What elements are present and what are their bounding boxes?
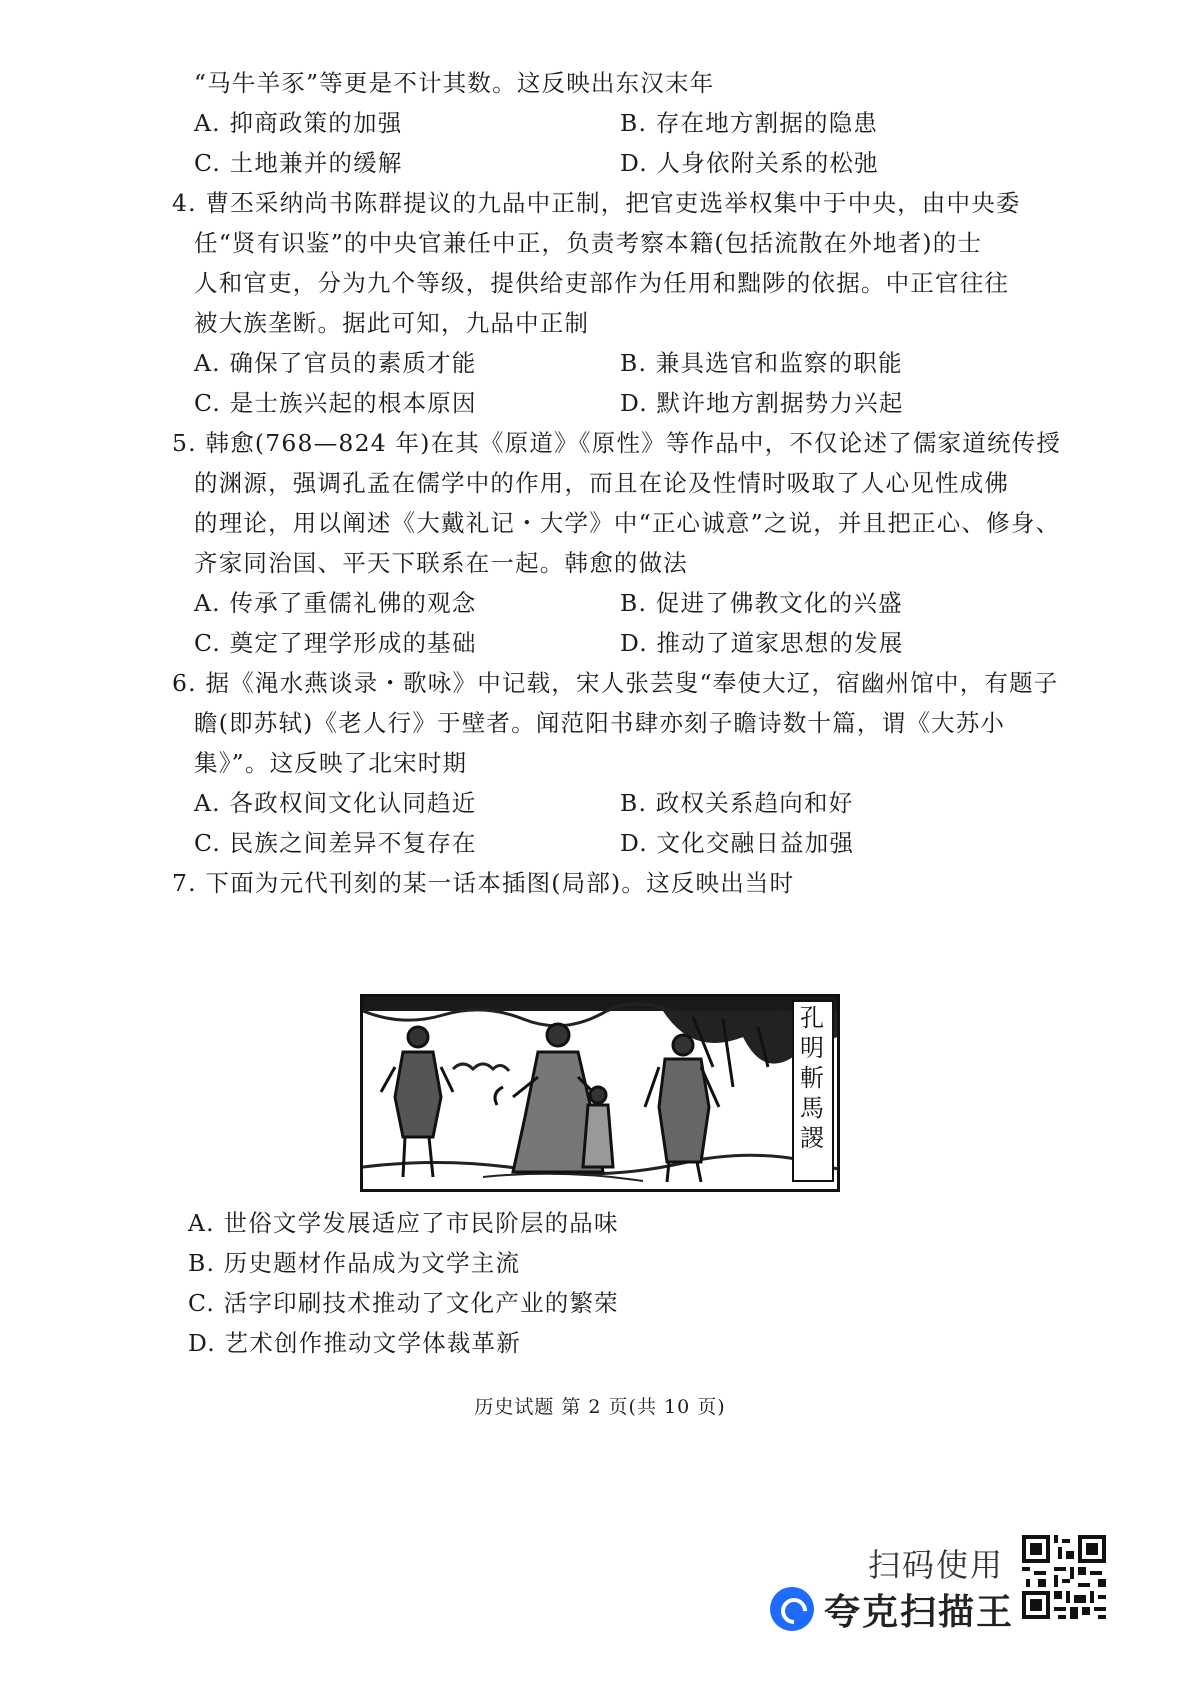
q4-stem-line-2: 任“贤有识鉴”的中央官兼任中正，负责考察本籍(包括流散在外地者)的士 xyxy=(194,229,983,257)
q6-stem-line-1: 6. 据《渑水燕谈录・歌咏》中记载，宋人张芸叟“奉使大辽，宿幽州馆中，有题子 xyxy=(172,669,1059,697)
q4-stem-line-4: 被大族垄断。据此可知，九品中正制 xyxy=(194,309,590,337)
q5-stem-line-3: 的理论，用以阐述《大戴礼记・大学》中“正心诚意”之说，并且把正心、修身、 xyxy=(194,509,1061,537)
qr-code-icon[interactable] xyxy=(1018,1531,1110,1623)
illustration-art xyxy=(363,997,837,1189)
q5-option-a: A. 传承了重儒礼佛的观念 xyxy=(194,589,477,617)
q4-option-b: B. 兼具选官和监察的职能 xyxy=(620,349,903,377)
q5-stem-line-1: 5. 韩愈(768—824 年)在其《原道》《原性》等作品中，不仅论述了儒家道统传授 xyxy=(172,429,1062,457)
q6-option-a: A. 各政权间文化认同趋近 xyxy=(194,789,477,817)
q4-stem-line-3: 人和官吏，分为九个等级，提供给吏部作为任用和黜陟的依据。中正官往往 xyxy=(194,269,1010,297)
woodblock-illustration xyxy=(360,994,840,1192)
q4-option-d: D. 默许地方割据势力兴起 xyxy=(620,389,904,417)
q6-option-d: D. 文化交融日益加强 xyxy=(620,829,855,857)
q7-option-c: C. 活字印刷技术推动了文化产业的繁荣 xyxy=(188,1289,619,1317)
q3-option-c: C. 土地兼并的缓解 xyxy=(194,149,403,177)
q6-option-c: C. 民族之间差异不复存在 xyxy=(194,829,477,857)
q5-stem-line-2: 的渊源，强调孔孟在儒学中的作用，而且在论及性情时吸取了人心见性成佛 xyxy=(194,469,1010,497)
q7-stem-line-1: 7. 下面为元代刊刻的某一话本插图(局部)。这反映出当时 xyxy=(172,869,795,897)
q5-option-d: D. 推动了道家思想的发展 xyxy=(620,629,904,657)
q6-stem-line-2: 瞻(即苏轼)《老人行》于壁者。闻范阳书肆亦刻子瞻诗数十篇，谓《大苏小 xyxy=(194,709,1006,737)
q4-option-c: C. 是士族兴起的根本原因 xyxy=(194,389,477,417)
q3-option-a: A. 抑商政策的加强 xyxy=(194,109,403,137)
q7-option-d: D. 艺术创作推动文学体裁革新 xyxy=(188,1329,521,1357)
scan-to-use-label: 扫码使用 xyxy=(868,1546,1005,1584)
q6-option-b: B. 政权关系趋向和好 xyxy=(620,789,854,817)
page-footer: 历史试题 第 2 页(共 10 页) xyxy=(474,1396,726,1418)
q6-stem-line-3: 集》”。这反映了北宋时期 xyxy=(194,749,468,777)
illustration-caption: 孔明斬馬謖 xyxy=(797,1003,827,1153)
q5-option-b: B. 促进了佛教文化的兴盛 xyxy=(620,589,903,617)
q7-option-a: A. 世俗文学发展适应了市民阶层的品味 xyxy=(188,1209,619,1237)
brand-name: 夸克扫描王 xyxy=(824,1591,1015,1633)
q3-stem-continuation: “马牛羊豕”等更是不计其数。这反映出东汉末年 xyxy=(194,69,715,97)
q4-option-a: A. 确保了官员的素质才能 xyxy=(194,349,477,377)
q3-option-b: B. 存在地方割据的隐患 xyxy=(620,109,879,137)
quark-logo-icon xyxy=(770,1587,814,1631)
q4-stem-line-1: 4. 曹丕采纳尚书陈群提议的九品中正制，把官吏选举权集中于中央，由中央委 xyxy=(172,189,1021,217)
q5-option-c: C. 奠定了理学形成的基础 xyxy=(194,629,477,657)
q5-stem-line-4: 齐家同治国、平天下联系在一起。韩愈的做法 xyxy=(194,549,688,577)
q3-option-d: D. 人身依附关系的松弛 xyxy=(620,149,879,177)
q7-option-b: B. 历史题材作品成为文学主流 xyxy=(188,1249,521,1277)
scanner-brand[interactable] xyxy=(770,1585,1014,1633)
